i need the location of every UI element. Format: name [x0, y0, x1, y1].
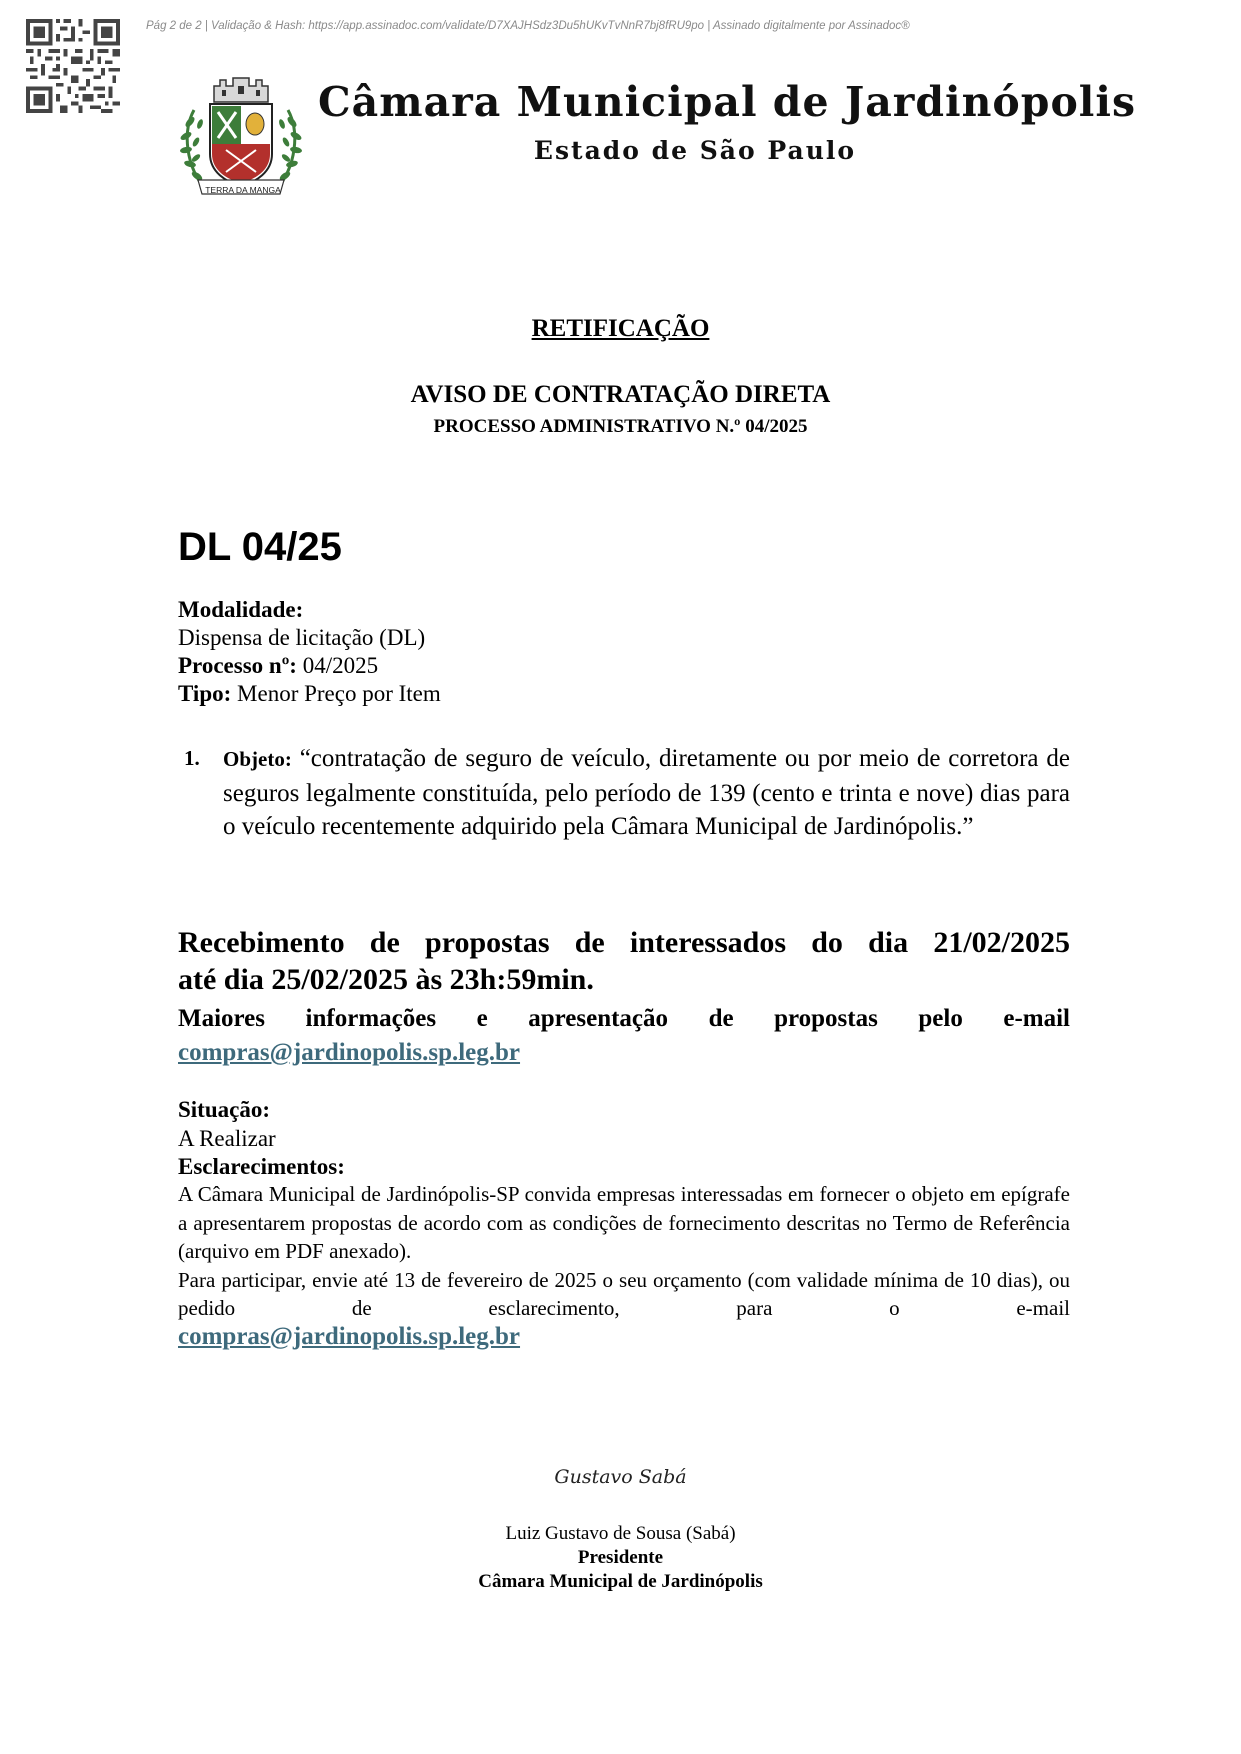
objeto-text: “contratação de seguro de veículo, diretamente ou por meio de corretora de seguros legalmente constituída, pelo período de 139 (cento e trinta e nove) dias para o veículo recentemente adquirido pela Câmara Municipal de Jardinópolis.” — [223, 745, 1070, 840]
signer-organization: Câmara Municipal de Jardinópolis — [478, 1571, 763, 1592]
procurement-details — [178, 596, 1070, 708]
crest-motto: TERRA DA MANGA — [205, 185, 281, 195]
objeto-label: Objeto: — [223, 747, 292, 771]
email-link-2[interactable]: compras@jardinopolis.sp.leg.br — [178, 1322, 521, 1350]
processo-value: 04/2025 — [296, 653, 379, 678]
situacao-label: Situação: — [178, 1097, 270, 1122]
situacao-section — [178, 1096, 1070, 1182]
handwritten-signature: Gustavo Sabá — [554, 1466, 687, 1488]
objeto-list-item — [184, 742, 1070, 844]
municipal-crest-icon — [176, 72, 306, 198]
esclarecimentos-paragraph-2: Para participar, envie até 13 de fevereiro de 2025 o seu orçamento (com validade mínima de 10 dias), ou pedido de esclarecimento, para o e-mail — [178, 1267, 1070, 1320]
esclarecimentos-label: Esclarecimentos: — [178, 1154, 345, 1179]
tipo-label: Tipo: — [178, 681, 232, 706]
document-title: AVISO DE CONTRATAÇÃO DIRETA — [410, 381, 831, 408]
modalidade-label: Modalidade: — [178, 597, 304, 622]
email-link[interactable]: compras@jardinopolis.sp.leg.br — [178, 1039, 521, 1066]
recebimento-line-1: Recebimento de propostas de interessados do dia 21/02/2025 — [178, 926, 1070, 959]
recebimento-notice — [178, 924, 1070, 998]
maiores-informacoes-text: Maiores informações e apresentação de propostas pelo e-mail — [178, 1005, 1070, 1032]
modalidade-value: Dispensa de licitação (DL) — [178, 625, 426, 650]
processo-label: Processo nº: — [178, 653, 297, 678]
esclarecimentos-body — [178, 1180, 1070, 1351]
digital-signature-strip: Pág 2 de 2 | Validação & Hash: https://app.assinadoc.com/validate/D7XAJHSdz3Du5hUKvTvNnR7bj8fRU9po | Assinado digitalmente por Assinadoc® — [146, 20, 910, 32]
institution-title: Câmara Municipal de Jardinópolis — [318, 78, 1137, 126]
signer-name: Luiz Gustavo de Sousa (Sabá) — [505, 1523, 736, 1544]
situacao-value: A Realizar — [178, 1125, 276, 1151]
institution-subtitle: Estado de São Paulo — [533, 136, 857, 165]
qr-code-icon — [26, 19, 120, 113]
document-heading-retificacao: RETIFICAÇÃO — [531, 315, 710, 342]
document-code: DL 04/25 — [178, 525, 342, 569]
esclarecimentos-paragraph-1: A Câmara Municipal de Jardinópolis-SP convida empresas interessadas em fornecer o objeto em epígrafe a apresentarem propostas de acordo com as condições de fornecimento descritas no Termo de Referência (arquivo em PDF anexado). — [178, 1182, 1070, 1263]
objeto-number: 1. — [184, 746, 200, 770]
signer-role: Presidente — [577, 1547, 664, 1568]
process-number-heading: PROCESSO ADMINISTRATIVO N.º 04/2025 — [433, 416, 808, 437]
recebimento-line-2: até dia 25/02/2025 às 23h:59min. — [178, 963, 594, 996]
tipo-value: Menor Preço por Item — [231, 681, 441, 706]
contact-info — [178, 1002, 1070, 1070]
